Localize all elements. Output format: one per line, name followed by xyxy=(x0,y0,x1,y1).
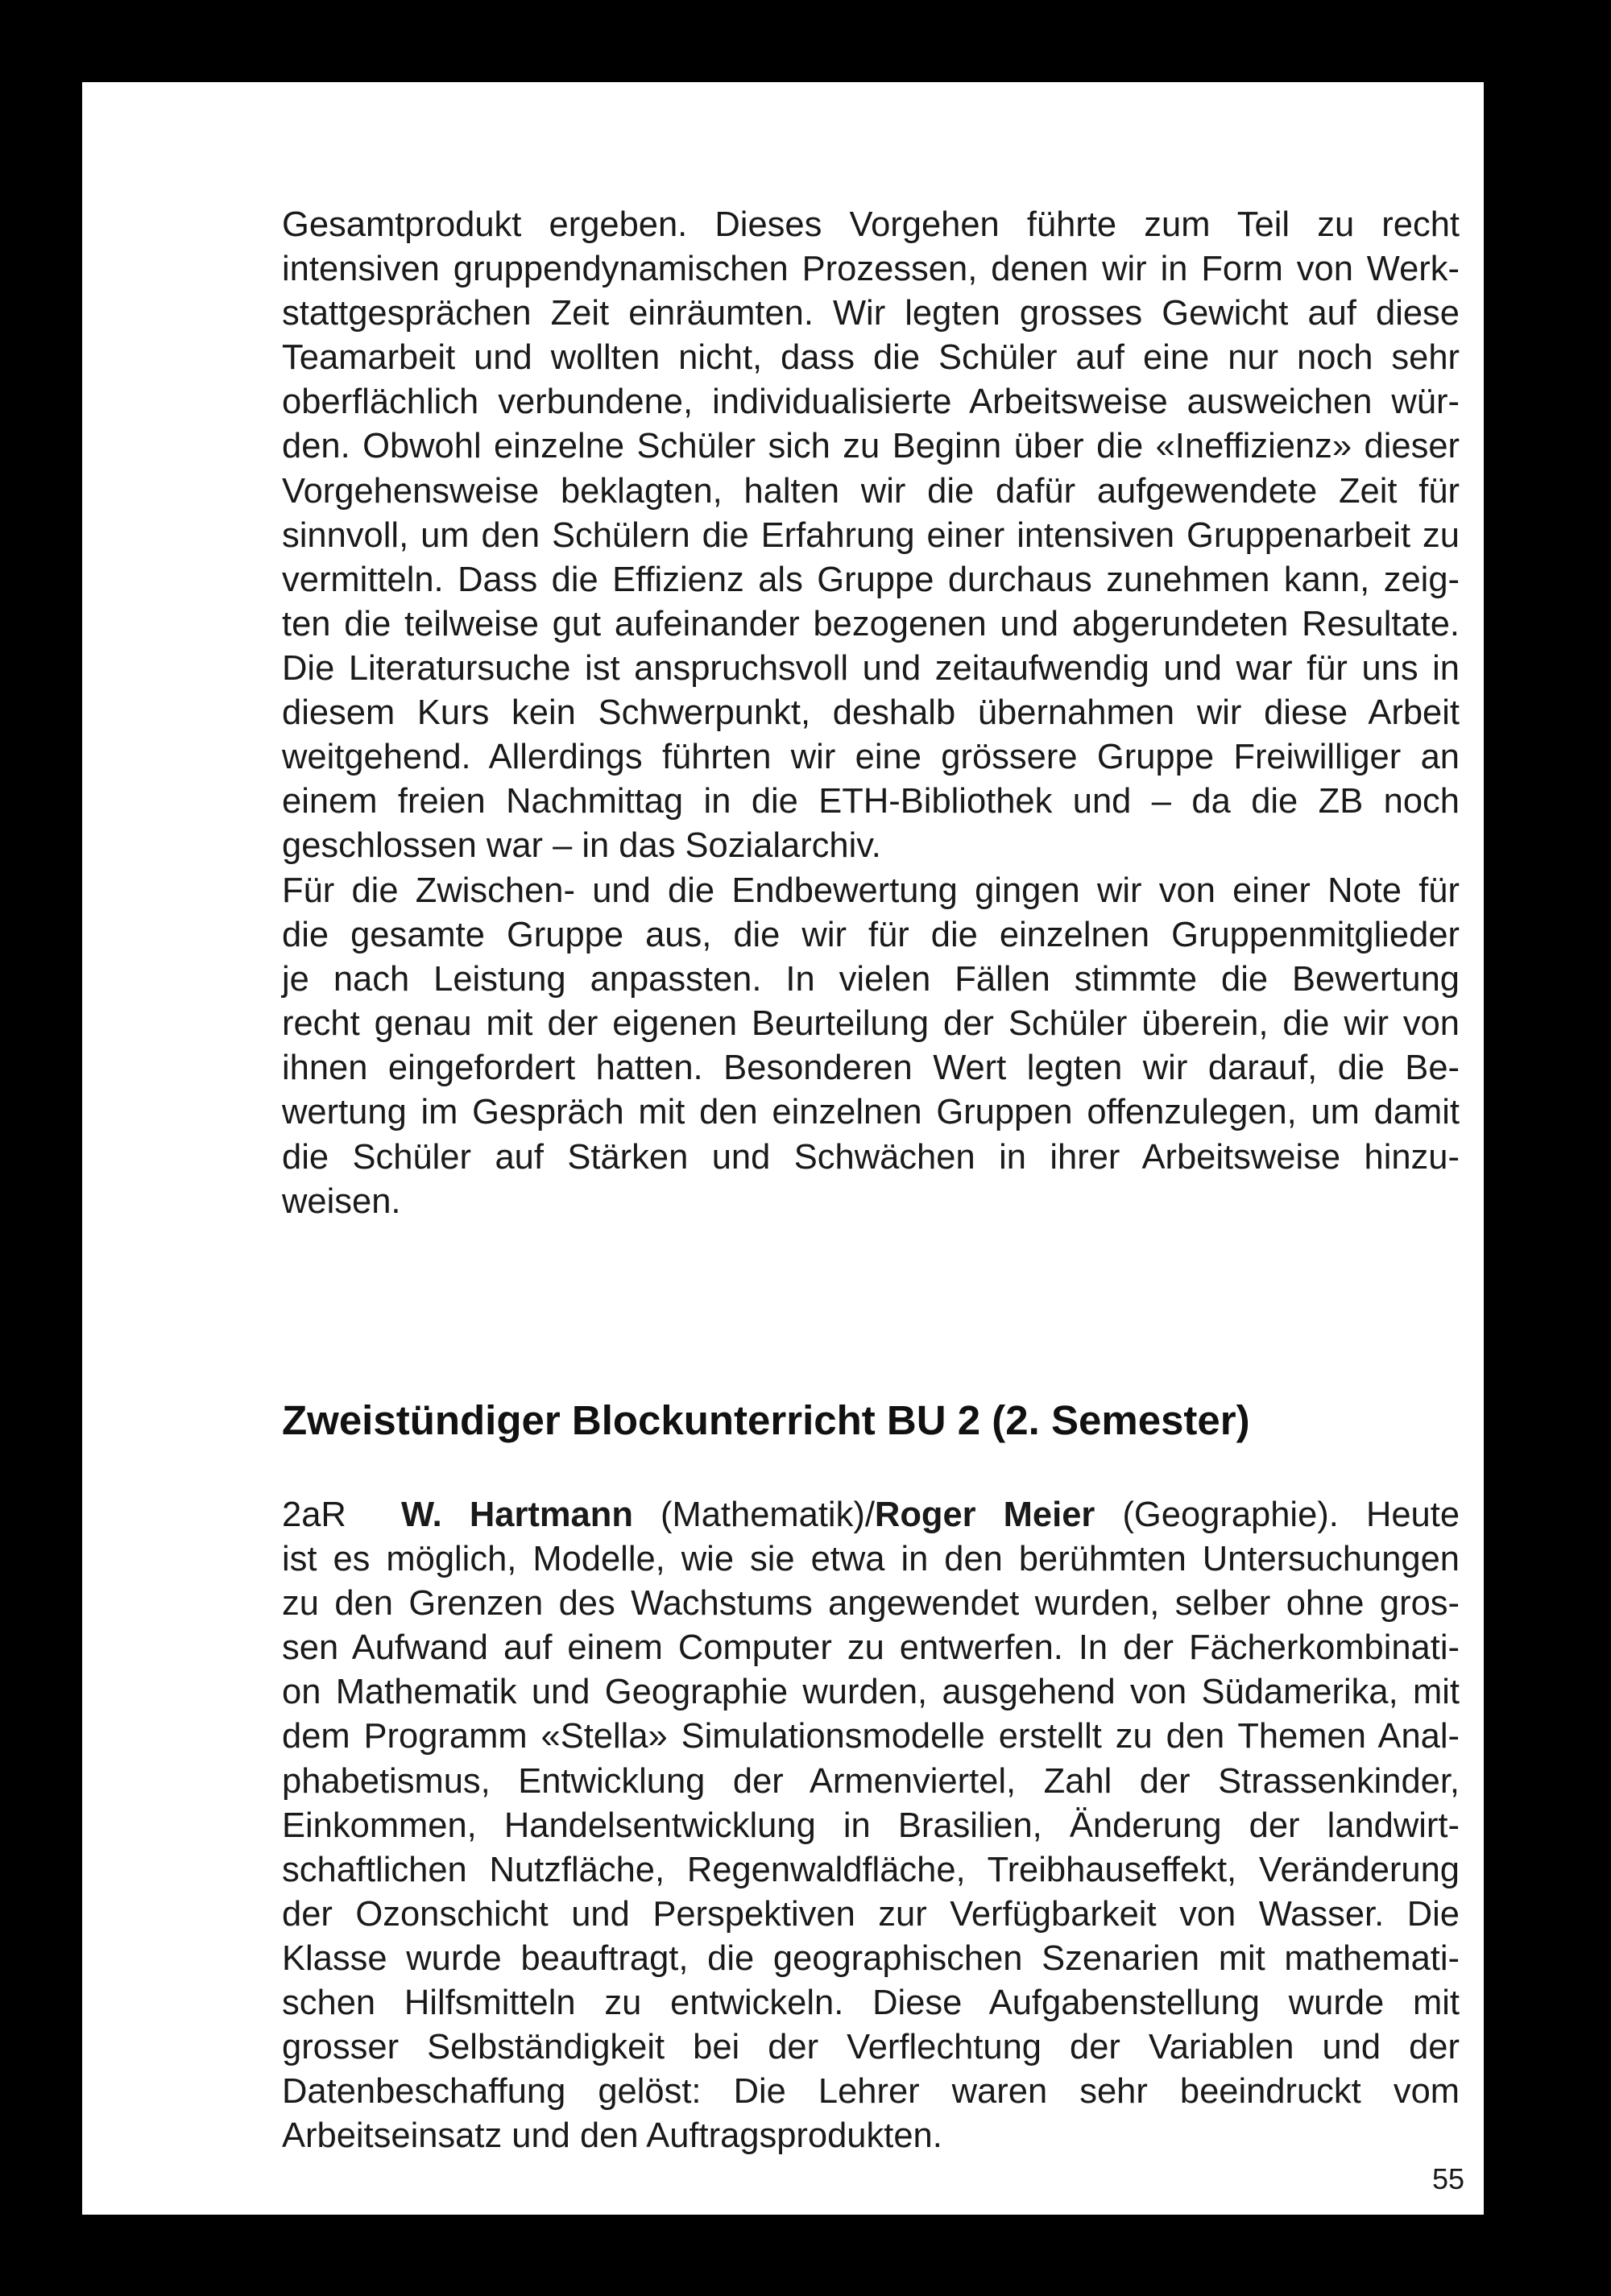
text-line: Vorgehensweise beklagten, halten wir die dafür aufgewendete Zeit für xyxy=(282,471,1460,511)
text-line: Die Literatursuche ist anspruchsvoll und zeitaufwendig und war für uns in xyxy=(282,648,1460,688)
text-line: on Mathematik und Geographie wurden, ausgehend von Südamerika, mit xyxy=(282,1673,1460,1712)
text-line: Für die Zwischen- und die Endbewertung gingen wir von einer Note für xyxy=(282,871,1460,910)
text-line: oberflächlich verbundene, individualisierte Arbeitsweise ausweichen wür- xyxy=(282,383,1460,422)
text-line: die Schüler auf Stärken und Schwächen in ihrer Arbeitsweise hinzu- xyxy=(282,1137,1460,1177)
text-line: stattgesprächen Zeit einräumten. Wir legten grosses Gewicht auf diese xyxy=(282,294,1460,333)
subject: (Mathematik)/ xyxy=(661,1496,875,1534)
text-line: den. Obwohl einzelne Schüler sich zu Beginn über die «Ineffizienz» dieser xyxy=(282,427,1460,466)
paragraph-group-work xyxy=(282,203,1460,868)
section-heading: Zweistündiger Blockunterricht BU 2 (2. Semester) xyxy=(282,1397,1250,1443)
teacher-name: W. Hartmann xyxy=(401,1496,633,1534)
text-line: recht genau mit der eigenen Beurteilung der Schüler überein, die wir von xyxy=(282,1004,1460,1044)
text-line: Einkommen, Handelsentwicklung in Brasilien, Änderung der landwirt- xyxy=(282,1806,1460,1845)
text-line: sen Aufwand auf einem Computer zu entwerfen. In der Fächerkombinati- xyxy=(282,1628,1460,1668)
text-line: Teamarbeit und wollten nicht, dass die Schüler auf eine nur noch sehr xyxy=(282,338,1460,378)
teacher-name: Roger Meier xyxy=(874,1496,1095,1534)
text-line: weitgehend. Allerdings führten wir eine grössere Gruppe Freiwilliger an xyxy=(282,738,1460,777)
text-line: der Ozonschicht und Perspektiven zur Verfügbarkeit von Wasser. Die xyxy=(282,1894,1460,1934)
document-page xyxy=(82,82,1484,2215)
text-line: intensiven gruppendynamischen Prozessen, denen wir in Form von Werk- xyxy=(282,250,1460,289)
text-line: wertung im Gespräch mit den einzelnen Gruppen offenzulegen, um damit xyxy=(282,1093,1460,1132)
text-line: Klasse wurde beauftragt, die geographischen Szenarien mit mathemati- xyxy=(282,1938,1460,1978)
text-line: Gesamtprodukt ergeben. Dieses Vorgehen führte zum Teil zu recht xyxy=(282,205,1460,244)
class-label: 2aR xyxy=(282,1496,346,1534)
text-line-last: Arbeitseinsatz und den Auftragsprodukten. xyxy=(282,2116,942,2156)
text-line-last: weisen. xyxy=(282,1181,401,1221)
text-line: ten die teilweise gut aufeinander bezogenen und abgerundeten Resultate. xyxy=(282,604,1460,643)
text-line: dem Programm «Stella» Simulationsmodelle erstellt zu den Themen Anal- xyxy=(282,1717,1460,1756)
text-line-last: geschlossen war – in das Sozialarchiv. xyxy=(282,826,881,866)
page-number: 55 xyxy=(1431,2162,1464,2195)
text-fragment: Heute xyxy=(1365,1496,1460,1534)
text-line: sinnvoll, um den Schülern die Erfahrung einer intensiven Gruppenarbeit zu xyxy=(282,515,1460,555)
text-line: ist es möglich, Modelle, wie sie etwa in den berühmten Untersuchungen xyxy=(282,1540,1460,1579)
text-line: je nach Leistung anpassten. In vielen Fällen stimmte die Bewertung xyxy=(282,960,1460,999)
subject: (Geographie). xyxy=(1122,1496,1339,1534)
text-line: grosser Selbständigkeit bei der Verflechtung der Variablen und der xyxy=(282,2028,1460,2067)
text-line: vermitteln. Dass die Effizienz als Gruppe durchaus zunehmen kann, zeig- xyxy=(282,560,1460,599)
text-line: diesem Kurs kein Schwerpunkt, deshalb übernahmen wir diese Arbeit xyxy=(282,693,1460,733)
paragraph-evaluation xyxy=(282,869,1460,1224)
text-line: phabetismus, Entwicklung der Armenviertel, Zahl der Strassenkinder, xyxy=(282,1761,1460,1801)
text-line: ihnen eingefordert hatten. Besonderen Wert legten wir darauf, die Be- xyxy=(282,1049,1460,1088)
text-line-intro xyxy=(282,1493,1460,1537)
text-line: schen Hilfsmitteln zu entwickeln. Diese Aufgabenstellung wurde mit xyxy=(282,1984,1460,2023)
text-line: einem freien Nachmittag in die ETH-Bibliothek und – da die ZB noch xyxy=(282,782,1460,821)
text-line: schaftlichen Nutzfläche, Regenwaldfläche, Treibhauseffekt, Veränderung xyxy=(282,1850,1460,1889)
paragraph-block-course xyxy=(282,1493,1460,2158)
text-line: die gesamte Gruppe aus, die wir für die einzelnen Gruppenmitglieder xyxy=(282,916,1460,955)
text-line: Datenbeschaffung gelöst: Die Lehrer waren sehr beeindruckt vom xyxy=(282,2072,1460,2112)
text-line: zu den Grenzen des Wachstums angewendet wurden, selber ohne gros- xyxy=(282,1584,1460,1624)
